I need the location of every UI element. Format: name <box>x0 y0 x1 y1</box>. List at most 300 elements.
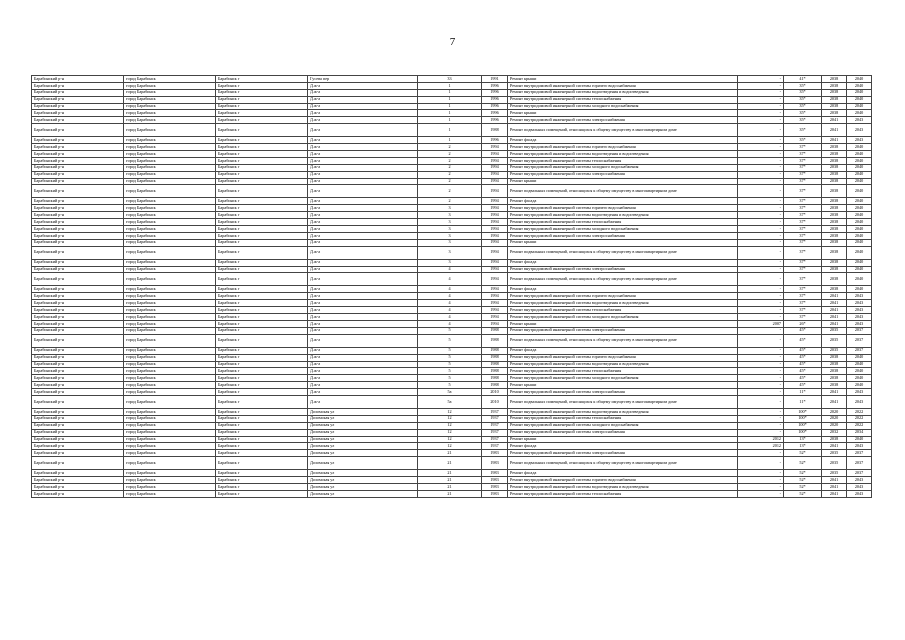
period-start-cell: 2038 <box>822 96 847 103</box>
locality-cell: Барабинск г <box>216 239 308 246</box>
district-cell: Барабинский р-н <box>32 96 124 103</box>
year-built-cell: 1937 <box>482 408 508 415</box>
work-type-cell: Ремонт подвальных помещений, относящихся к общему имуществу в многоквартирном доме <box>508 273 738 286</box>
work-type-cell: Ремонт внутридомовой инженерной системы теплоснабжения <box>508 157 738 164</box>
year-built-cell: 1994 <box>482 239 508 246</box>
street-cell: Доломская ул <box>308 450 418 457</box>
period-end-cell: 2043 <box>847 443 872 450</box>
locality-cell: Барабинск г <box>216 314 308 321</box>
capital-repair-table <box>31 75 872 498</box>
municipality-cell: город Барабинск <box>124 334 216 347</box>
house-number-cell: 5 <box>418 361 482 368</box>
house-number-cell: 5 <box>418 327 482 334</box>
last-repair-year-cell: - <box>738 246 784 259</box>
district-cell: Барабинский р-н <box>32 171 124 178</box>
house-number-cell: 21 <box>418 450 482 457</box>
locality-cell: Барабинск г <box>216 422 308 429</box>
period-start-cell: 2041 <box>822 389 847 396</box>
period-start-cell: 2041 <box>822 293 847 300</box>
district-cell: Барабинский р-н <box>32 490 124 497</box>
last-repair-year-cell: - <box>738 395 784 408</box>
house-number-cell: 2 <box>418 164 482 171</box>
municipality-cell: город Барабинск <box>124 137 216 144</box>
period-start-cell: 2038 <box>822 164 847 171</box>
table-row <box>32 171 872 178</box>
district-cell: Барабинский р-н <box>32 436 124 443</box>
wear-percent-cell: 45* <box>784 327 822 334</box>
last-repair-year-cell: - <box>738 408 784 415</box>
period-start-cell: 2035 <box>822 347 847 354</box>
period-end-cell: 2040 <box>847 151 872 158</box>
wear-percent-cell: 45* <box>784 375 822 382</box>
wear-percent-cell: 100* <box>784 429 822 436</box>
table-row <box>32 382 872 389</box>
year-built-cell: 1988 <box>482 361 508 368</box>
year-built-cell: 1994 <box>482 157 508 164</box>
wear-percent-cell: 37* <box>784 185 822 198</box>
period-end-cell: 2043 <box>847 293 872 300</box>
wear-percent-cell: 37* <box>784 205 822 212</box>
period-end-cell: 2034 <box>847 429 872 436</box>
locality-cell: Барабинск г <box>216 246 308 259</box>
house-number-cell: 2 <box>418 144 482 151</box>
wear-percent-cell: 35* <box>784 89 822 96</box>
district-cell: Барабинский р-н <box>32 151 124 158</box>
year-built-cell: 1994 <box>482 259 508 266</box>
period-end-cell: 2040 <box>847 82 872 89</box>
wear-percent-cell: 52* <box>784 457 822 470</box>
wear-percent-cell: 45* <box>784 347 822 354</box>
last-repair-year-cell: - <box>738 334 784 347</box>
period-end-cell: 2037 <box>847 470 872 477</box>
last-repair-year-cell: - <box>738 185 784 198</box>
district-cell: Барабинский р-н <box>32 470 124 477</box>
municipality-cell: город Барабинск <box>124 408 216 415</box>
house-number-cell: 21 <box>418 470 482 477</box>
year-built-cell: 1996 <box>482 110 508 117</box>
house-number-cell: 2 <box>418 178 482 185</box>
work-type-cell: Ремонт подвальных помещений, относящихся к общему имуществу в многоквартирном доме <box>508 124 738 137</box>
period-start-cell: 2041 <box>822 137 847 144</box>
street-cell: Д.ж-а <box>308 320 418 327</box>
municipality-cell: город Барабинск <box>124 457 216 470</box>
year-built-cell: 1983 <box>482 450 508 457</box>
municipality-cell: город Барабинск <box>124 226 216 233</box>
municipality-cell: город Барабинск <box>124 144 216 151</box>
work-type-cell: Ремонт внутридомовой инженерной системы холодного водоснабжения <box>508 422 738 429</box>
year-built-cell: 1937 <box>482 422 508 429</box>
house-number-cell: 5 <box>418 334 482 347</box>
house-number-cell: 12 <box>418 422 482 429</box>
house-number-cell: 4 <box>418 320 482 327</box>
locality-cell: Барабинск г <box>216 212 308 219</box>
street-cell: Д.ж-а <box>308 212 418 219</box>
work-type-cell: Ремонт внутридомовой инженерной системы холодного водоснабжения <box>508 164 738 171</box>
last-repair-year-cell: - <box>738 76 784 83</box>
year-built-cell: 1988 <box>482 347 508 354</box>
municipality-cell: город Барабинск <box>124 82 216 89</box>
period-start-cell: 2041 <box>822 477 847 484</box>
last-repair-year-cell: - <box>738 82 784 89</box>
period-end-cell: 2043 <box>847 124 872 137</box>
municipality-cell: город Барабинск <box>124 259 216 266</box>
period-start-cell: 2038 <box>822 151 847 158</box>
period-end-cell: 2043 <box>847 137 872 144</box>
period-start-cell: 2041 <box>822 395 847 408</box>
period-end-cell: 2040 <box>847 96 872 103</box>
locality-cell: Барабинск г <box>216 307 308 314</box>
wear-percent-cell: 52* <box>784 477 822 484</box>
period-end-cell: 2043 <box>847 300 872 307</box>
table-row <box>32 483 872 490</box>
street-cell: Д.ж-а <box>308 198 418 205</box>
work-type-cell: Ремонт внутридомовой инженерной системы электроснабжения <box>508 266 738 273</box>
period-start-cell: 2035 <box>822 327 847 334</box>
district-cell: Барабинский р-н <box>32 395 124 408</box>
locality-cell: Барабинск г <box>216 117 308 124</box>
municipality-cell: город Барабинск <box>124 429 216 436</box>
locality-cell: Барабинск г <box>216 368 308 375</box>
period-start-cell: 2041 <box>822 300 847 307</box>
table-row <box>32 89 872 96</box>
district-cell: Барабинский р-н <box>32 368 124 375</box>
year-built-cell: 1996 <box>482 117 508 124</box>
locality-cell: Барабинск г <box>216 477 308 484</box>
municipality-cell: город Барабинск <box>124 103 216 110</box>
street-cell: Д.ж-а <box>308 259 418 266</box>
wear-percent-cell: 37* <box>784 212 822 219</box>
work-type-cell: Ремонт внутридомовой инженерной системы горячего водоснабжения <box>508 293 738 300</box>
municipality-cell: город Барабинск <box>124 219 216 226</box>
locality-cell: Барабинск г <box>216 450 308 457</box>
wear-percent-cell: 37* <box>784 293 822 300</box>
period-start-cell: 2038 <box>822 178 847 185</box>
work-type-cell: Ремонт внутридомовой инженерной системы горячего водоснабжения <box>508 477 738 484</box>
locality-cell: Барабинск г <box>216 103 308 110</box>
wear-percent-cell: 37* <box>784 232 822 239</box>
year-built-cell: 1994 <box>482 205 508 212</box>
municipality-cell: город Барабинск <box>124 389 216 396</box>
locality-cell: Барабинск г <box>216 205 308 212</box>
table-row <box>32 219 872 226</box>
period-end-cell: 2040 <box>847 286 872 293</box>
locality-cell: Барабинск г <box>216 286 308 293</box>
municipality-cell: город Барабинск <box>124 443 216 450</box>
street-cell: Доломская ул <box>308 443 418 450</box>
locality-cell: Барабинск г <box>216 443 308 450</box>
last-repair-year-cell: - <box>738 151 784 158</box>
locality-cell: Барабинск г <box>216 293 308 300</box>
work-type-cell: Ремонт внутридомовой инженерной системы теплоснабжения <box>508 307 738 314</box>
period-start-cell: 2035 <box>822 334 847 347</box>
locality-cell: Барабинск г <box>216 124 308 137</box>
work-type-cell: Ремонт крыши <box>508 110 738 117</box>
municipality-cell: город Барабинск <box>124 436 216 443</box>
period-end-cell: 2040 <box>847 354 872 361</box>
locality-cell: Барабинск г <box>216 178 308 185</box>
table-row <box>32 273 872 286</box>
wear-percent-cell: 37* <box>784 151 822 158</box>
year-built-cell: 1991 <box>482 76 508 83</box>
district-cell: Барабинский р-н <box>32 443 124 450</box>
municipality-cell: город Барабинск <box>124 205 216 212</box>
period-end-cell: 2040 <box>847 212 872 219</box>
table-row <box>32 320 872 327</box>
locality-cell: Барабинск г <box>216 219 308 226</box>
municipality-cell: город Барабинск <box>124 415 216 422</box>
house-number-cell: 12 <box>418 443 482 450</box>
period-end-cell: 2040 <box>847 226 872 233</box>
street-cell: Д.ж-а <box>308 327 418 334</box>
locality-cell: Барабинск г <box>216 470 308 477</box>
municipality-cell: город Барабинск <box>124 327 216 334</box>
work-type-cell: Ремонт фасада <box>508 286 738 293</box>
house-number-cell: 5а <box>418 389 482 396</box>
house-number-cell: 21 <box>418 457 482 470</box>
period-end-cell: 2040 <box>847 171 872 178</box>
last-repair-year-cell: - <box>738 110 784 117</box>
last-repair-year-cell: - <box>738 124 784 137</box>
wear-percent-cell: 37* <box>784 171 822 178</box>
table-row <box>32 82 872 89</box>
period-end-cell: 2040 <box>847 110 872 117</box>
table-row <box>32 144 872 151</box>
year-built-cell: 1994 <box>482 293 508 300</box>
street-cell: Д.ж-а <box>308 232 418 239</box>
street-cell: Д.ж-а <box>308 205 418 212</box>
house-number-cell: 3 <box>418 239 482 246</box>
house-number-cell: 1 <box>418 82 482 89</box>
street-cell: Д.ж-а <box>308 151 418 158</box>
period-end-cell: 2040 <box>847 375 872 382</box>
district-cell: Барабинский р-н <box>32 178 124 185</box>
table-row <box>32 477 872 484</box>
house-number-cell: 1 <box>418 89 482 96</box>
locality-cell: Барабинск г <box>216 198 308 205</box>
period-end-cell: 2037 <box>847 347 872 354</box>
period-end-cell: 2040 <box>847 361 872 368</box>
district-cell: Барабинский р-н <box>32 259 124 266</box>
locality-cell: Барабинск г <box>216 185 308 198</box>
year-built-cell: 1937 <box>482 436 508 443</box>
period-start-cell: 2038 <box>822 382 847 389</box>
year-built-cell: 1937 <box>482 443 508 450</box>
street-cell: Д.ж-а <box>308 96 418 103</box>
locality-cell: Барабинск г <box>216 389 308 396</box>
work-type-cell: Ремонт внутридомовой инженерной системы горячего водоснабжения <box>508 354 738 361</box>
period-start-cell: 2038 <box>822 212 847 219</box>
period-end-cell: 2040 <box>847 144 872 151</box>
house-number-cell: 3 <box>418 246 482 259</box>
last-repair-year-cell: - <box>738 483 784 490</box>
last-repair-year-cell: - <box>738 144 784 151</box>
house-number-cell: 2 <box>418 185 482 198</box>
work-type-cell: Ремонт внутридомовой инженерной системы горячего водоснабжения <box>508 144 738 151</box>
house-number-cell: 3 <box>418 212 482 219</box>
house-number-cell: 2 <box>418 157 482 164</box>
work-type-cell: Ремонт внутридомовой инженерной системы электроснабжения <box>508 232 738 239</box>
street-cell: Д.ж-а <box>308 395 418 408</box>
wear-percent-cell: 35* <box>784 137 822 144</box>
last-repair-year-cell: - <box>738 429 784 436</box>
year-built-cell: 1988 <box>482 375 508 382</box>
locality-cell: Барабинск г <box>216 76 308 83</box>
street-cell: Доломская ул <box>308 470 418 477</box>
period-end-cell: 2043 <box>847 389 872 396</box>
wear-percent-cell: 52* <box>784 470 822 477</box>
district-cell: Барабинский р-н <box>32 232 124 239</box>
house-number-cell: 5 <box>418 368 482 375</box>
work-type-cell: Ремонт внутридомовой инженерной системы электроснабжения <box>508 171 738 178</box>
locality-cell: Барабинск г <box>216 96 308 103</box>
district-cell: Барабинский р-н <box>32 293 124 300</box>
table-row <box>32 110 872 117</box>
street-cell: Д.ж-а <box>308 361 418 368</box>
street-cell: Д.ж-а <box>308 347 418 354</box>
street-cell: Доломская ул <box>308 477 418 484</box>
year-built-cell: 1994 <box>482 198 508 205</box>
table-row <box>32 246 872 259</box>
work-type-cell: Ремонт крыши <box>508 382 738 389</box>
period-start-cell: 2038 <box>822 205 847 212</box>
period-start-cell: 2038 <box>822 246 847 259</box>
street-cell: Д.ж-а <box>308 89 418 96</box>
period-start-cell: 2035 <box>822 450 847 457</box>
wear-percent-cell: 45* <box>784 382 822 389</box>
district-cell: Барабинский р-н <box>32 457 124 470</box>
district-cell: Барабинский р-н <box>32 185 124 198</box>
table-row <box>32 443 872 450</box>
period-start-cell: 2041 <box>822 117 847 124</box>
street-cell: Доломская ул <box>308 422 418 429</box>
period-end-cell: 2040 <box>847 89 872 96</box>
work-type-cell: Ремонт внутридомовой инженерной системы водоотведения и водоотведения <box>508 361 738 368</box>
work-type-cell: Ремонт внутридомовой инженерной системы водоотведения и водоотведения <box>508 483 738 490</box>
work-type-cell: Ремонт фасада <box>508 347 738 354</box>
work-type-cell: Ремонт подвальных помещений, относящихся к общему имуществу в многоквартирном доме <box>508 246 738 259</box>
locality-cell: Барабинск г <box>216 157 308 164</box>
district-cell: Барабинский р-н <box>32 82 124 89</box>
period-start-cell: 2041 <box>822 483 847 490</box>
period-end-cell: 2043 <box>847 477 872 484</box>
last-repair-year-cell: - <box>738 219 784 226</box>
wear-percent-cell: 26* <box>784 320 822 327</box>
district-cell: Барабинский р-н <box>32 422 124 429</box>
district-cell: Барабинский р-н <box>32 286 124 293</box>
table-row <box>32 157 872 164</box>
municipality-cell: город Барабинск <box>124 266 216 273</box>
period-end-cell: 2040 <box>847 273 872 286</box>
year-built-cell: 1983 <box>482 483 508 490</box>
table-row <box>32 389 872 396</box>
locality-cell: Барабинск г <box>216 436 308 443</box>
table-row <box>32 103 872 110</box>
street-cell: Д.ж-а <box>308 219 418 226</box>
municipality-cell: город Барабинск <box>124 375 216 382</box>
house-number-cell: 1 <box>418 137 482 144</box>
period-end-cell: 2043 <box>847 395 872 408</box>
street-cell: Д.ж-а <box>308 300 418 307</box>
table-row <box>32 408 872 415</box>
period-start-cell: 2038 <box>822 76 847 83</box>
district-cell: Барабинский р-н <box>32 347 124 354</box>
table-row <box>32 293 872 300</box>
period-start-cell: 2035 <box>822 457 847 470</box>
district-cell: Барабинский р-н <box>32 314 124 321</box>
table-row <box>32 151 872 158</box>
period-end-cell: 2037 <box>847 334 872 347</box>
street-cell: Д.ж-а <box>308 368 418 375</box>
period-start-cell: 2038 <box>822 375 847 382</box>
locality-cell: Барабинск г <box>216 395 308 408</box>
wear-percent-cell: 52* <box>784 490 822 497</box>
table-row <box>32 212 872 219</box>
district-cell: Барабинский р-н <box>32 205 124 212</box>
year-built-cell: 1996 <box>482 89 508 96</box>
locality-cell: Барабинск г <box>216 382 308 389</box>
district-cell: Барабинский р-н <box>32 477 124 484</box>
locality-cell: Барабинск г <box>216 483 308 490</box>
district-cell: Барабинский р-н <box>32 273 124 286</box>
last-repair-year-cell: - <box>738 273 784 286</box>
table-row <box>32 375 872 382</box>
year-built-cell: 1994 <box>482 151 508 158</box>
year-built-cell: 1994 <box>482 273 508 286</box>
year-built-cell: 1994 <box>482 144 508 151</box>
municipality-cell: город Барабинск <box>124 164 216 171</box>
wear-percent-cell: 37* <box>784 273 822 286</box>
period-end-cell: 2040 <box>847 266 872 273</box>
period-end-cell: 2040 <box>847 198 872 205</box>
house-number-cell: 1 <box>418 110 482 117</box>
table-row <box>32 205 872 212</box>
house-number-cell: 2 <box>418 198 482 205</box>
locality-cell: Барабинск г <box>216 89 308 96</box>
period-end-cell: 2037 <box>847 457 872 470</box>
municipality-cell: город Барабинск <box>124 89 216 96</box>
district-cell: Барабинский р-н <box>32 239 124 246</box>
district-cell: Барабинский р-н <box>32 157 124 164</box>
year-built-cell: 1996 <box>482 137 508 144</box>
municipality-cell: город Барабинск <box>124 286 216 293</box>
table-row <box>32 76 872 83</box>
locality-cell: Барабинск г <box>216 226 308 233</box>
wear-percent-cell: 13* <box>784 443 822 450</box>
last-repair-year-cell: - <box>738 157 784 164</box>
work-type-cell: Ремонт внутридомовой инженерной системы теплоснабжения <box>508 490 738 497</box>
period-end-cell: 2040 <box>847 76 872 83</box>
municipality-cell: город Барабинск <box>124 96 216 103</box>
municipality-cell: город Барабинск <box>124 450 216 457</box>
year-built-cell: 2010 <box>482 389 508 396</box>
table-row <box>32 124 872 137</box>
last-repair-year-cell: - <box>738 368 784 375</box>
work-type-cell: Ремонт внутридомовой инженерной системы теплоснабжения <box>508 415 738 422</box>
period-start-cell: 2041 <box>822 320 847 327</box>
municipality-cell: город Барабинск <box>124 361 216 368</box>
table-row <box>32 185 872 198</box>
year-built-cell: 1994 <box>482 219 508 226</box>
period-end-cell: 2040 <box>847 239 872 246</box>
last-repair-year-cell: - <box>738 415 784 422</box>
table-row <box>32 354 872 361</box>
street-cell: Доломская ул <box>308 436 418 443</box>
period-start-cell: 2038 <box>822 266 847 273</box>
year-built-cell: 1994 <box>482 226 508 233</box>
period-start-cell: 2038 <box>822 361 847 368</box>
district-cell: Барабинский р-н <box>32 382 124 389</box>
street-cell: Д.ж-а <box>308 307 418 314</box>
